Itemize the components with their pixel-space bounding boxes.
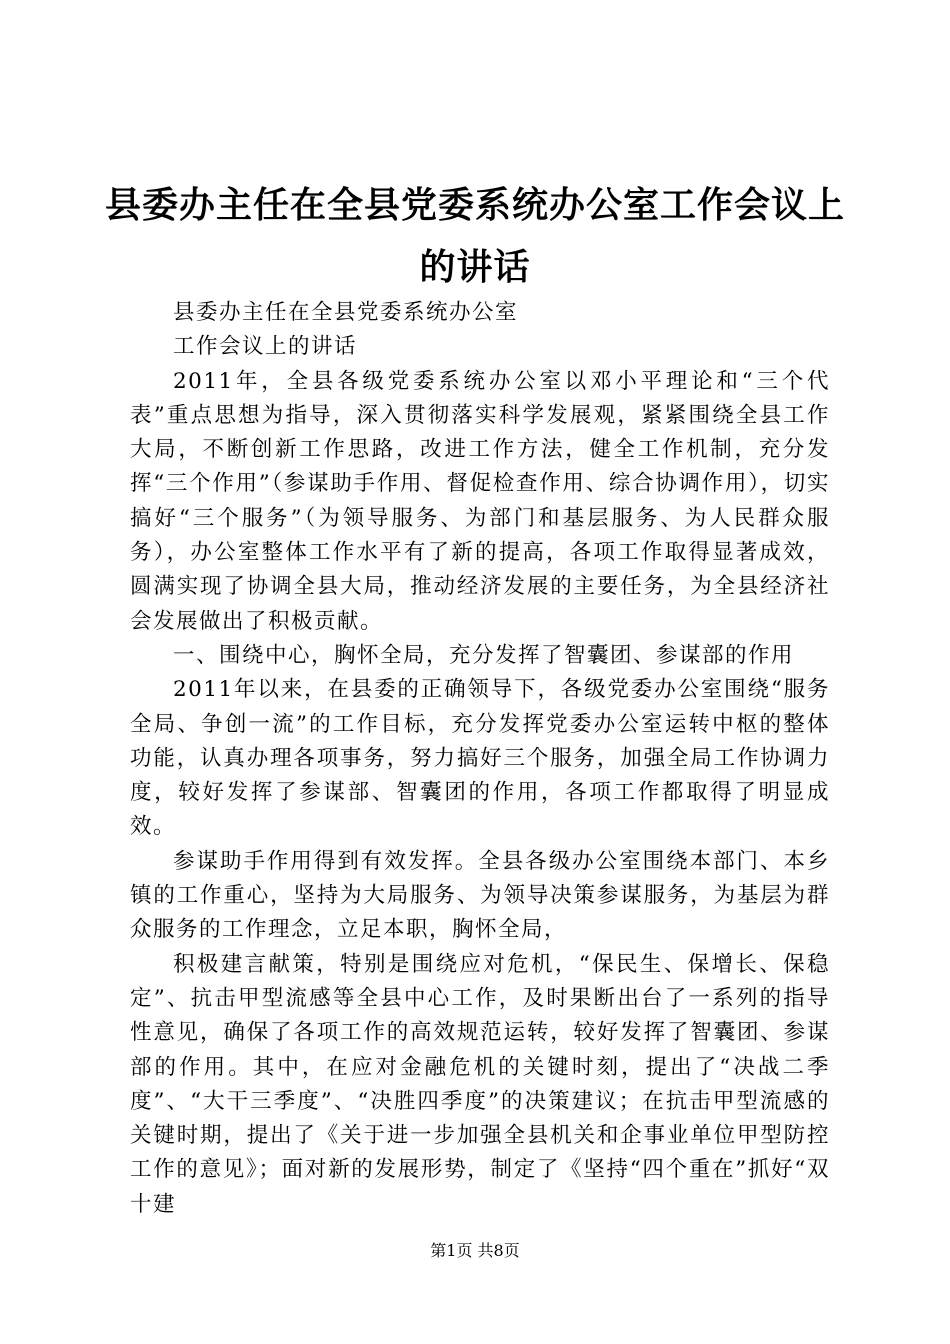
body-paragraph: 2011年以来，在县委的正确领导下，各级党委办公室围绕“服务全局、争创一流”的工作目标，充分发挥党委办公室运转中枢的整体功能，认真办理各项事务，努力搞好三个服务，加强全局工作协调力度，较好发挥了参谋部、智囊团的作用，各项工作都取得了明显成效。 — [130, 677, 830, 840]
document-title-line-2: 的讲话 — [419, 247, 531, 288]
page-footer: 第1页 共8页 — [430, 1241, 520, 1260]
subtitle-line-2: 工作会议上的讲话 — [173, 334, 358, 360]
body-paragraph: 积极建言献策，特别是围绕应对危机，“保民生、保增长、保稳定”、抗击甲型流感等全县中心工作，及时果断出台了一系列的指导性意见，确保了各项工作的高效规范运转，较好发挥了智囊团、参谋部的作用。其中，在应对金融危机的关键时刻，提出了“决战二季度”、“大干三季度”、“决胜四季度”的决策建议；在抗击甲型流感的关键时期，提出了《关于进一步加强全县机关和企事业单位甲型防控工作的意见》；面对新的发展形势，制定了《坚持“四个重在”抓好“双十建 — [130, 951, 830, 1217]
document-title-line-1: 县委办主任在全县党委系统办公室工作会议上 — [104, 185, 845, 226]
body-paragraph: 2011年，全县各级党委系统办公室以邓小平理论和“三个代表”重点思想为指导，深入贯彻落实科学发展观，紧紧围绕全县工作大局，不断创新工作思路，改进工作方法，健全工作机制，充分发挥“三个作用”（参谋助手作用、督促检查作用、综合协调作用），切实搞好“三个服务”（为领导服务、为部门和基层服务、为人民群众服务），办公室整体工作水平有了新的提高，各项工作取得显著成效，圆满实现了协调全县大局，推动经济发展的主要任务，为全县经济社会发展做出了积极贡献。 — [130, 368, 830, 634]
subtitle-line-1: 县委办主任在全县党委系统办公室 — [173, 300, 519, 325]
section-heading: 一、围绕中心，胸怀全局，充分发挥了智囊团、参谋部的作用 — [173, 642, 795, 668]
body-paragraph: 参谋助手作用得到有效发挥。全县各级办公室围绕本部门、本乡镇的工作重心，坚持为大局服务、为领导决策参谋服务，为基层为群众服务的工作理念，立足本职，胸怀全局， — [130, 848, 830, 943]
document-body — [130, 296, 830, 1222]
